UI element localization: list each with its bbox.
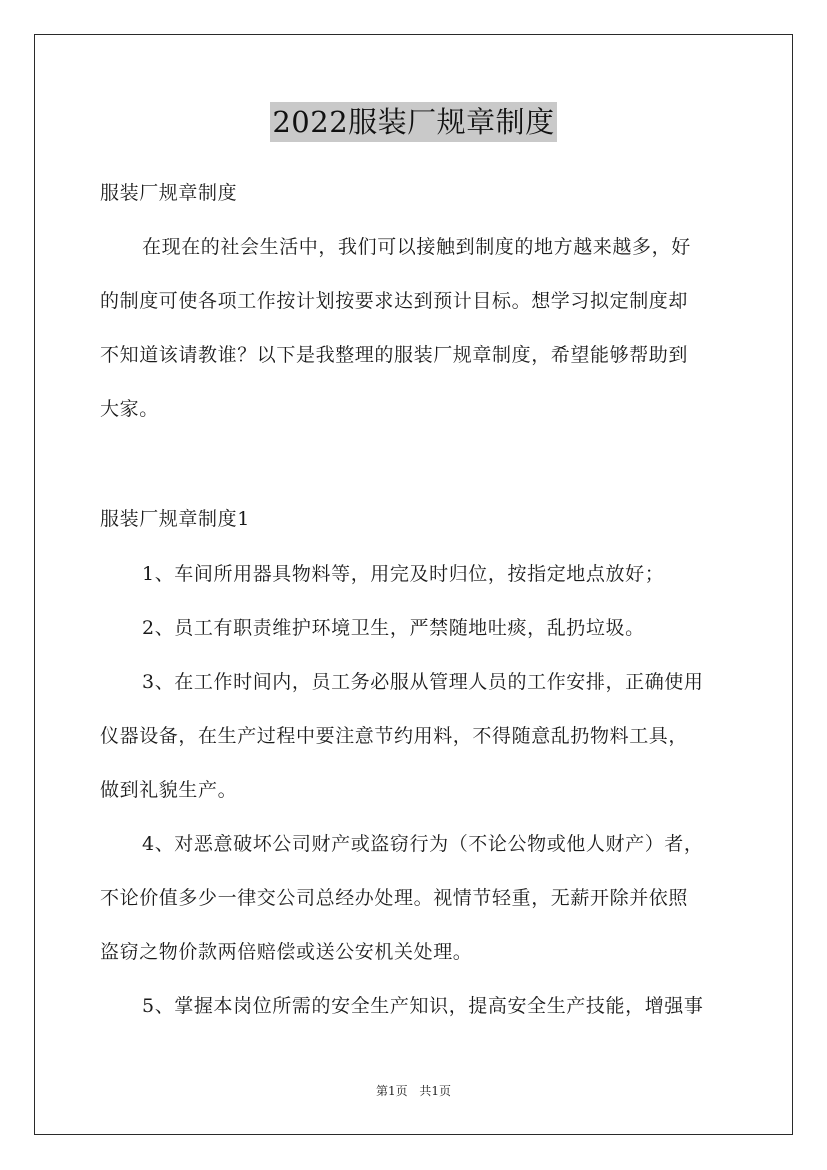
intro-paragraph-line: 大家。 [100,398,159,420]
document-title: 2022服装厂规章制度 [270,102,556,142]
page-total: 共1页 [419,1084,452,1098]
intro-paragraph-line: 在现在的社会生活中，我们可以接触到制度的地方越来越多，好 [142,236,691,258]
title-container [0,102,827,142]
rule-item-line: 2、员工有职责维护环境卫生，严禁随地吐痰，乱扔垃圾。 [142,617,645,639]
page-number: 第1页 [375,1084,408,1098]
rule-item-line: 仪器设备，在生产过程中要注意节约用料，不得随意乱扔物料工具， [100,725,689,747]
rule-item-line: 5、掌握本岗位所需的安全生产知识，提高安全生产技能，增强事 [142,995,704,1017]
rule-item-line: 做到礼貌生产。 [100,779,238,801]
rule-item-line: 4、对恶意破坏公司财产或盗窃行为（不论公物或他人财产）者， [142,833,704,855]
intro-paragraph-line: 不知道该请教谁？以下是我整理的服装厂规章制度，希望能够帮助到 [100,344,689,366]
intro-paragraph-line: 的制度可使各项工作按计划按要求达到预计目标。想学习拟定制度却 [100,290,689,312]
section-heading: 服装厂规章制度1 [100,508,250,530]
rule-item-line: 盗窃之物价款两倍赔偿或送公安机关处理。 [100,941,473,963]
rule-item-line: 不论价值多少一律交公司总经办处理。视情节轻重，无薪开除并依照 [100,887,689,909]
rule-item-line: 3、在工作时间内，员工务必服从管理人员的工作安排，正确使用 [142,671,704,693]
rule-item-line: 1、车间所用器具物料等，用完及时归位，按指定地点放好； [142,563,665,585]
page-footer [0,1083,827,1099]
document-subtitle: 服装厂规章制度 [100,182,238,204]
